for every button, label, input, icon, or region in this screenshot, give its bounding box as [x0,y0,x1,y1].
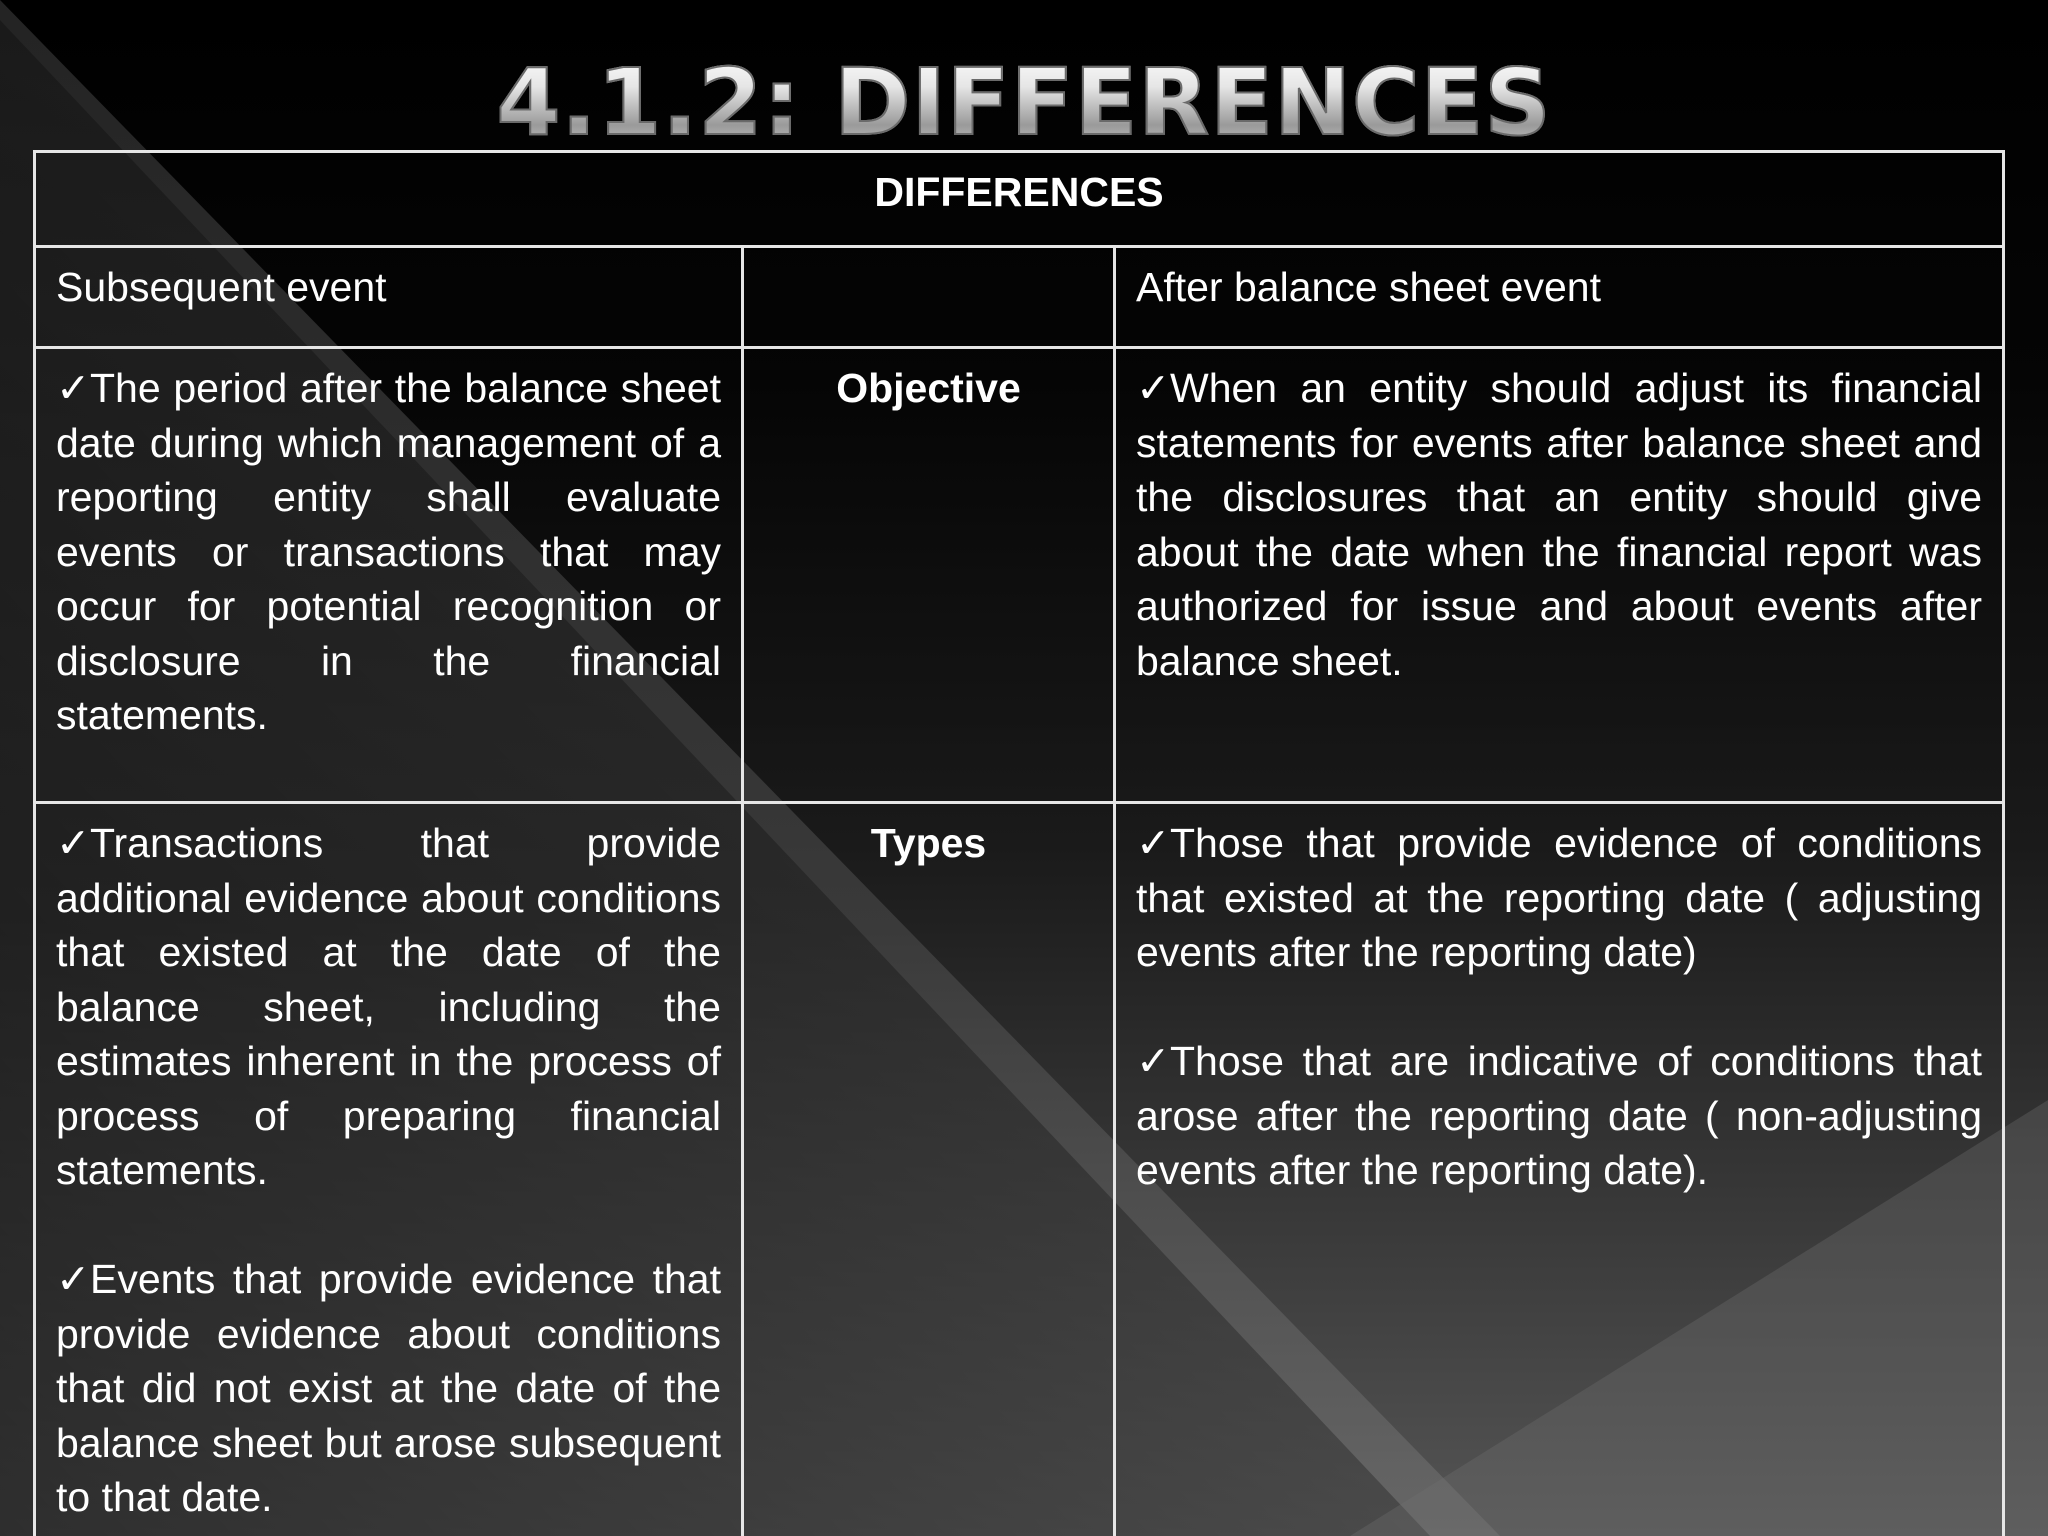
column-heading-row [35,247,2004,348]
bullet-item: ✓Those that are indicative of conditions that arose after the reporting date ( non-adjusting events after the reporting date). [1136,1034,1982,1198]
check-icon: ✓ [56,820,91,866]
objective-subsequent-event-cell [35,348,743,803]
row-label-types: Types [743,803,1115,1536]
column-heading-after-balance-sheet-event: After balance sheet event [1115,247,2004,348]
check-icon: ✓ [56,365,91,411]
check-icon: ✓ [56,1256,91,1302]
bullet-item: ✓Transactions that provide additional evidence about conditions that existed at the date of the balance sheet, including the estimates inherent in the process of process of preparing financial statements. [56,816,721,1198]
check-icon: ✓ [1136,820,1171,866]
types-after-balance-sheet-cell [1115,803,2004,1536]
bullet-item: ✓The period after the balance sheet date during which management of a reporting entity shall evaluate events or transactions that may occur for potential recognition or disclosure in the financial statements. [56,361,721,743]
column-heading-middle [743,247,1115,348]
slide-title: 4.1.2: DIFFERENCES [0,48,2048,158]
row-label-objective: Objective [743,348,1115,803]
table-header-row [35,152,2004,247]
check-icon: ✓ [1136,365,1171,411]
bullet-item: ✓Events that provide evidence that provide evidence about conditions that did not exist at the date of the balance sheet but arose subsequent to that date. [56,1252,721,1525]
table-header: DIFFERENCES [35,152,2004,247]
objective-after-balance-sheet-cell [1115,348,2004,803]
differences-table [33,150,2005,1536]
bullet-item: ✓When an entity should adjust its financial statements for events after balance sheet and the disclosures that an entity should give about the date when the financial report was authorized for issue and about events after balance sheet. [1136,361,1982,688]
bullet-item: ✓Those that provide evidence of conditions that existed at the reporting date ( adjusting events after the reporting date) [1136,816,1982,980]
table-row-types [35,803,2004,1536]
check-icon: ✓ [1136,1038,1171,1084]
column-heading-subsequent-event: Subsequent event [35,247,743,348]
table-row-objective [35,348,2004,803]
types-subsequent-event-cell [35,803,743,1536]
